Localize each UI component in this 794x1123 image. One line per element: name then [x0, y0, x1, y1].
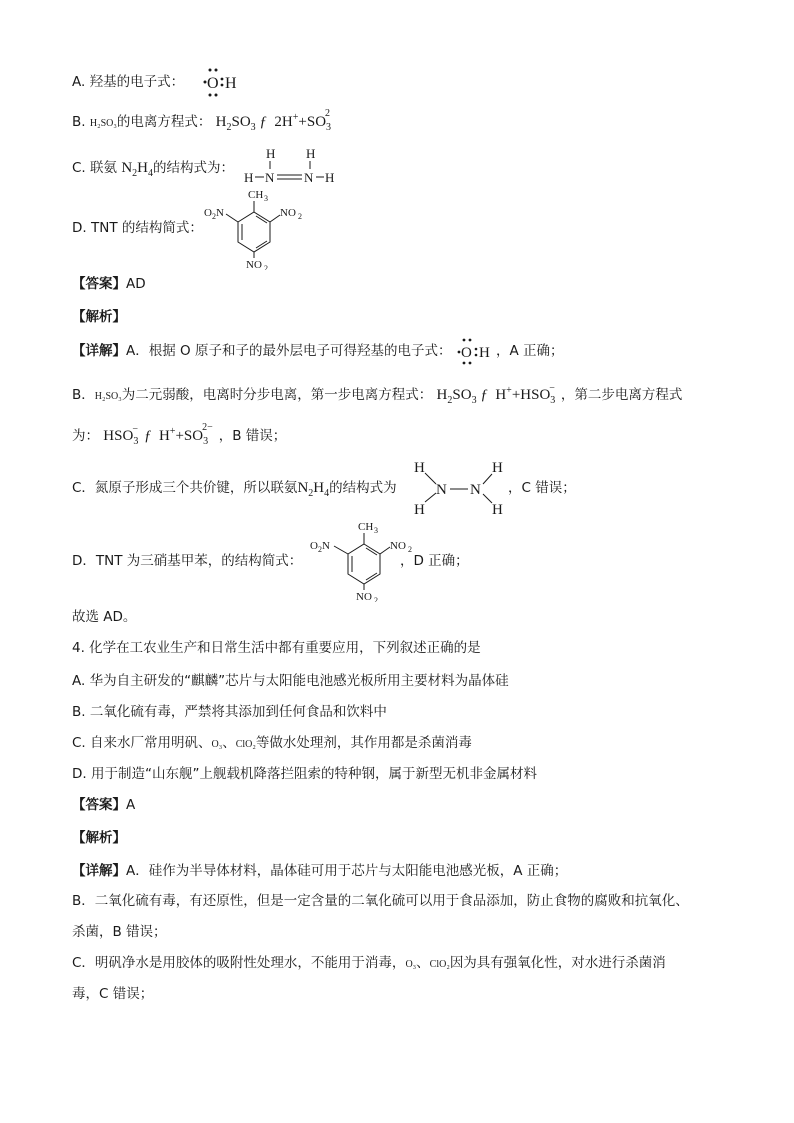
q4-option-d — [72, 764, 537, 784]
conclusion-text: 故选 AD。 — [72, 609, 137, 625]
q3-detail-b-2 — [72, 422, 287, 447]
svg-text:2: 2 — [264, 264, 268, 270]
q3-option-b — [72, 108, 336, 134]
q3-detail-b — [72, 385, 682, 407]
q4-detail-a — [72, 861, 567, 881]
svg-text:H: H — [414, 460, 425, 476]
q4-detail-c-o3: O₃ — [405, 959, 417, 970]
q4-stem — [72, 638, 481, 658]
option-b-text: 的电离方程式： — [116, 114, 212, 130]
svg-text:CH: CH — [248, 189, 264, 201]
q4-stem-text: 4. 化学在工农业生产和日常生活中都有重要应用，下列叙述正确的是 — [72, 640, 481, 656]
option-b-label: B. — [72, 114, 86, 130]
q4-detail-b-2 — [72, 922, 167, 942]
q3-option-a — [72, 72, 184, 92]
detail-b-eq1: $H_2SO_3$ ƒ $H^++HSO_3^-$ — [436, 383, 556, 406]
detail-a-end: ，A 正确； — [496, 343, 564, 359]
q4-detail-c-clo2: ClO₂ — [429, 959, 450, 970]
q3-detail-a-end — [496, 341, 564, 361]
svg-text:H: H — [244, 170, 254, 185]
hydrazine-structure — [410, 456, 510, 520]
q4-detail-b-text: B．二氧化硫有毒，有还原性，但是一定含量的二氧化硫可以用于食品添加，防止食物的腐败和抗氧化、 — [72, 893, 689, 909]
analysis-tag: 【解析】 — [72, 309, 126, 325]
q4-answer — [72, 795, 135, 815]
q3-answer — [72, 274, 146, 294]
q3-detail-d-end — [400, 551, 469, 571]
detail-c-compound: $N_2H_4$ — [297, 480, 330, 499]
q4-detail-c-text3: 毒，C 错误； — [72, 986, 154, 1002]
option-c-compound: $N_2H_4$ — [121, 160, 153, 179]
svg-text:N: N — [265, 170, 275, 185]
hydrogen-symbol: H — [225, 75, 237, 92]
q4-analysis — [72, 828, 126, 848]
q4-option-d-text: D. 用于制造“山东舰”上舰载机降落拦阻索的特种钢，属于新型无机非金属材料 — [72, 766, 537, 782]
q3-conclusion — [72, 607, 136, 627]
svg-text:N: N — [322, 540, 330, 552]
svg-text:H: H — [479, 345, 490, 361]
q4-option-a-text: A. 华为自主研发的“麒麟”芯片与太阳能电池感光板所用主要材料为晶体硅 — [72, 673, 509, 689]
detail-b-eq2: $HSO_3^-$ ƒ $H^++SO_3^{2-}$ — [103, 422, 213, 447]
option-d-label: D. TNT 的结构简式： — [72, 220, 203, 236]
q4-detail-c-text2: 因为具有强氧化性，对水进行杀菌消 — [449, 955, 666, 971]
option-a-label: A. 羟基的电子式： — [72, 74, 185, 90]
svg-text:H: H — [266, 146, 276, 161]
svg-text:2: 2 — [374, 596, 378, 602]
q3-analysis — [72, 307, 126, 327]
detail-tag: 【详解】 — [72, 343, 126, 359]
q4-detail-c-sep: 、 — [416, 955, 430, 971]
q4-option-c-text: C. 自来水厂常用明矾、 — [72, 735, 212, 751]
q4-analysis-tag: 【解析】 — [72, 830, 126, 846]
q4-answer-tag: 【答案】 — [72, 797, 126, 813]
svg-text:2: 2 — [318, 545, 322, 554]
detail-b-text3: 为： — [72, 428, 99, 444]
svg-text:NO: NO — [280, 207, 296, 219]
q4-option-c-sep: 、 — [222, 735, 236, 751]
q3-option-c — [72, 158, 234, 178]
svg-text:N: N — [436, 482, 447, 498]
q4-detail-c-text: C．明矾净水是用胶体的吸附性处理水，不能用于消毒， — [72, 955, 406, 971]
detail-b-label: B． — [72, 387, 95, 403]
hydroxyl-electron-formula-2 — [452, 336, 498, 366]
svg-text:O: O — [204, 207, 212, 219]
detail-b-acid: H₂SO₃ — [94, 391, 122, 402]
svg-text:2: 2 — [298, 212, 302, 221]
svg-text:H: H — [306, 146, 316, 161]
q4-detail-b-text2: 杀菌，B 错误； — [72, 924, 167, 940]
option-c-label: C. 联氨 — [72, 160, 118, 176]
q3-detail-c-end — [508, 478, 576, 498]
q4-detail-c-2 — [72, 984, 153, 1004]
q3-detail-d — [72, 551, 302, 571]
hydroxyl-electron-formula — [196, 66, 246, 98]
q4-answer-value: A — [126, 797, 136, 813]
q3-detail-c — [72, 478, 397, 498]
q4-option-c — [72, 733, 472, 755]
svg-text:3: 3 — [264, 194, 268, 203]
q4-detail-tag: 【详解】 — [72, 863, 126, 879]
detail-c-end: ，C 错误； — [508, 480, 576, 496]
q4-detail-b — [72, 891, 689, 911]
hydrazine-wrong-structure — [240, 144, 340, 188]
svg-text:O: O — [461, 345, 472, 361]
svg-text:H: H — [414, 502, 425, 518]
option-b-equation: $H_2SO_3$ ƒ $2H^++SO_3^2$ — [215, 108, 332, 133]
detail-d-text: D．TNT 为三硝基甲苯，的结构简式： — [72, 553, 303, 569]
svg-text:NO: NO — [356, 591, 372, 602]
svg-text:NO: NO — [390, 540, 406, 552]
detail-b-text2: ，第二步电离方程式 — [560, 387, 683, 403]
q4-option-a — [72, 671, 509, 691]
q4-option-c-o3: O₃ — [211, 739, 223, 750]
detail-a-text: A．根据 O 原子和子的最外层电子可得羟基的电子式： — [126, 343, 452, 359]
option-c-text: 的结构式为： — [153, 160, 234, 176]
svg-text:3: 3 — [374, 526, 378, 535]
oxygen-symbol: O — [207, 75, 219, 92]
detail-b-end: ，B 错误； — [218, 428, 287, 444]
svg-text:2: 2 — [408, 545, 412, 554]
q3-option-d — [72, 218, 203, 238]
q3-detail-a — [72, 341, 451, 361]
svg-text:O: O — [310, 540, 318, 552]
q4-option-b-text: B. 二氧化硫有毒，严禁将其添加到任何食品和饮料中 — [72, 704, 387, 720]
svg-text:CH: CH — [358, 521, 374, 533]
svg-text:2: 2 — [212, 212, 216, 221]
tnt-structure-small — [198, 184, 308, 270]
svg-text:N: N — [216, 207, 224, 219]
q4-option-c-text2: 等做水处理剂，其作用都是杀菌消毒 — [255, 735, 472, 751]
q4-detail-a-text: A．硅作为半导体材料，晶体硅可用于芯片与太阳能电池感光板，A 正确； — [126, 863, 568, 879]
detail-c-text2: 的结构式为 — [329, 480, 397, 496]
svg-text:H: H — [492, 502, 503, 518]
q4-detail-c — [72, 953, 666, 975]
q4-option-b — [72, 702, 387, 722]
svg-text:N: N — [470, 482, 481, 498]
svg-text:H: H — [325, 170, 335, 185]
detail-b-text: 为二元弱酸，电离时分步电离，第一步电离方程式： — [121, 387, 433, 403]
svg-text:H: H — [492, 460, 503, 476]
detail-c-text: C．氮原子形成三个共价键，所以联氨 — [72, 480, 298, 496]
answer-value: AD — [126, 276, 146, 292]
q4-option-c-clo2: ClO₂ — [235, 739, 256, 750]
svg-text:NO: NO — [246, 259, 262, 270]
detail-d-end: ，D 正确； — [400, 553, 469, 569]
answer-tag: 【答案】 — [72, 276, 126, 292]
option-b-acid: H₂SO₃ — [89, 118, 117, 129]
svg-text:N: N — [304, 170, 314, 185]
